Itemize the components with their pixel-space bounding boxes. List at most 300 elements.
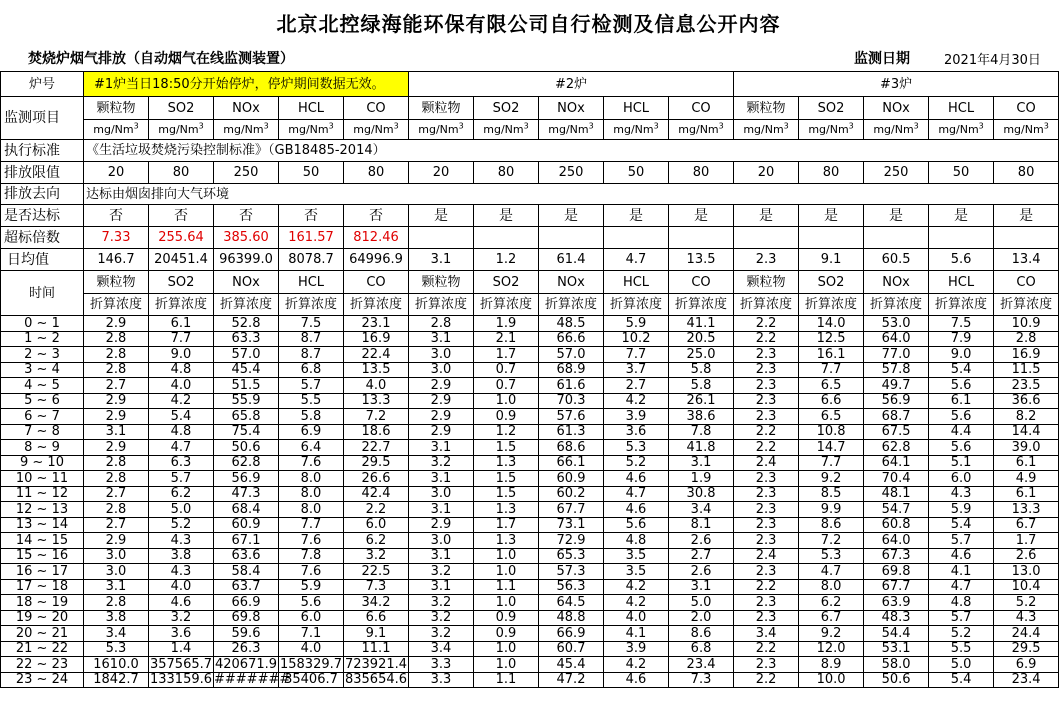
hour-value: 4.7 <box>929 579 994 595</box>
hour-value: 1.1 <box>474 672 539 688</box>
hour-range: 8 ~ 9 <box>1 440 84 456</box>
hour-value: 1.0 <box>474 641 539 657</box>
item-name: HCL <box>604 97 669 120</box>
unit-text: mg/Nm <box>223 123 264 136</box>
hour-value: 8.0 <box>799 579 864 595</box>
table-row <box>1 564 1059 580</box>
exceed-value: 7.33 <box>84 227 149 249</box>
hour-value: 3.1 <box>84 579 149 595</box>
compliant-value: 是 <box>799 205 864 227</box>
hour-value: 3.8 <box>149 548 214 564</box>
page-title: 北京北控绿海能环保有限公司自行检测及信息公开内容 <box>276 12 781 36</box>
hour-value: 60.9 <box>539 471 604 487</box>
hour-value: 16.9 <box>994 347 1059 363</box>
hour-value: 3.6 <box>604 424 669 440</box>
hour-value: 7.2 <box>344 409 409 425</box>
hour-value: 22.7 <box>344 440 409 456</box>
destination-label: 排放去向 <box>1 184 84 205</box>
limit-value: 80 <box>149 162 214 184</box>
daily-avg-value: 146.7 <box>84 249 149 271</box>
hour-value: 1.7 <box>994 533 1059 549</box>
daily-avg-value: 61.4 <box>539 249 604 271</box>
hour-value: 7.5 <box>279 316 344 332</box>
hour-value: 8.7 <box>279 331 344 347</box>
hour-value: 5.2 <box>149 517 214 533</box>
hour-value: 29.5 <box>994 641 1059 657</box>
hour-value: 57.3 <box>539 564 604 580</box>
exceed-empty <box>669 227 734 249</box>
hour-value: 2.7 <box>84 378 149 394</box>
unit-superscript: 3 <box>588 121 594 131</box>
hour-value: 3.0 <box>409 486 474 502</box>
hour-value: 5.6 <box>929 440 994 456</box>
hour-range: 12 ~ 13 <box>1 502 84 518</box>
hour-value: 2.7 <box>84 486 149 502</box>
conc-label: 折算浓度 <box>734 294 799 316</box>
hour-value: 10.9 <box>994 316 1059 332</box>
unit-text: mg/Nm <box>353 123 394 136</box>
hour-value: 10.8 <box>799 424 864 440</box>
hour-value: 3.2 <box>409 626 474 642</box>
hour-value: 54.7 <box>864 502 929 518</box>
table-row <box>1 393 1059 409</box>
hour-value: 13.0 <box>994 564 1059 580</box>
hour-value: 18.6 <box>344 424 409 440</box>
hour-value: 60.9 <box>214 517 279 533</box>
units-row <box>1 120 1059 140</box>
exceed-value: 255.64 <box>149 227 214 249</box>
hour-value: 9.0 <box>929 347 994 363</box>
hour-value: 23.4 <box>994 672 1059 688</box>
hour-value: 7.6 <box>279 564 344 580</box>
hour-range: 15 ~ 16 <box>1 548 84 564</box>
hour-value: 5.0 <box>149 502 214 518</box>
hour-value: 7.6 <box>279 533 344 549</box>
time-header-item: 颗粒物 <box>734 271 799 294</box>
hour-value: 6.7 <box>994 517 1059 533</box>
table-row <box>1 610 1059 626</box>
item-name: 颗粒物 <box>734 97 799 120</box>
item-unit <box>929 120 994 140</box>
hour-value: 7.7 <box>604 347 669 363</box>
hour-value: 4.0 <box>279 641 344 657</box>
hour-value: 52.8 <box>214 316 279 332</box>
hour-value: 45.4 <box>539 657 604 673</box>
hour-value: 53.0 <box>864 316 929 332</box>
hour-value: 2.2 <box>734 440 799 456</box>
hour-value: 1.3 <box>474 502 539 518</box>
item-unit <box>864 120 929 140</box>
conc-label: 折算浓度 <box>604 294 669 316</box>
compliant-value: 否 <box>84 205 149 227</box>
hour-range: 14 ~ 15 <box>1 533 84 549</box>
hour-value: 5.5 <box>279 393 344 409</box>
hour-range: 10 ~ 11 <box>1 471 84 487</box>
table-row <box>1 331 1059 347</box>
hour-value: 68.9 <box>539 362 604 378</box>
hour-value: 3.0 <box>409 347 474 363</box>
exceed-empty <box>929 227 994 249</box>
hour-value: 4.8 <box>149 424 214 440</box>
hour-value: 3.7 <box>604 362 669 378</box>
time-header-item: HCL <box>279 271 344 294</box>
hour-value: 35406.7 <box>279 672 344 688</box>
standard-value: 《生活垃圾焚烧污染控制标准》（GB18485-2014） <box>84 140 1059 162</box>
hour-value: 2.7 <box>669 548 734 564</box>
hour-value: 5.9 <box>279 579 344 595</box>
hour-value: 5.6 <box>929 409 994 425</box>
hour-value: 4.3 <box>149 564 214 580</box>
conc-label: 折算浓度 <box>149 294 214 316</box>
furnace-label: 炉号 <box>1 72 84 97</box>
hour-value: 9.2 <box>799 471 864 487</box>
hour-value: 2.3 <box>734 610 799 626</box>
compliant-value: 是 <box>929 205 994 227</box>
hour-value: 2.3 <box>734 564 799 580</box>
daily-avg-value: 20451.4 <box>149 249 214 271</box>
hour-value: 55.9 <box>214 393 279 409</box>
hour-range: 23 ~ 24 <box>1 672 84 688</box>
compliant-value: 是 <box>669 205 734 227</box>
hour-value: 7.8 <box>669 424 734 440</box>
furnace-row <box>1 72 1059 97</box>
hour-value: 3.3 <box>409 672 474 688</box>
hour-value: 7.7 <box>799 455 864 471</box>
hour-value: 4.4 <box>929 424 994 440</box>
hour-value: 1.0 <box>474 595 539 611</box>
hour-value: 2.8 <box>84 331 149 347</box>
table-row <box>1 626 1059 642</box>
table-row <box>1 486 1059 502</box>
hour-value: 133159.6 <box>149 672 213 688</box>
hour-value: 39.0 <box>994 440 1059 456</box>
conc-label: 折算浓度 <box>214 294 279 316</box>
limit-value: 80 <box>669 162 734 184</box>
unit-text: mg/Nm <box>548 123 589 136</box>
hour-value: 56.9 <box>864 393 929 409</box>
hour-value: 3.1 <box>669 455 734 471</box>
item-unit <box>149 120 214 140</box>
hour-value: 6.0 <box>344 517 409 533</box>
daily-avg-value: 1.2 <box>474 249 539 271</box>
hour-value: 4.2 <box>149 393 214 409</box>
hour-value: 23.4 <box>669 657 734 673</box>
hour-value: 7.2 <box>799 533 864 549</box>
exceed-empty <box>604 227 669 249</box>
hour-value: 59.6 <box>214 626 279 642</box>
hour-value: ####### <box>214 672 291 688</box>
hour-value: 50.6 <box>864 672 929 688</box>
item-name: HCL <box>279 97 344 120</box>
item-unit <box>344 120 409 140</box>
conc-label: 折算浓度 <box>344 294 409 316</box>
hour-value: 63.3 <box>214 331 279 347</box>
hour-value: 2.3 <box>734 486 799 502</box>
hour-value: 30.8 <box>669 486 734 502</box>
hour-value: 65.3 <box>539 548 604 564</box>
hour-value: 38.6 <box>669 409 734 425</box>
hour-value: 2.3 <box>734 409 799 425</box>
hour-value: 22.4 <box>344 347 409 363</box>
item-name: NOx <box>864 97 929 120</box>
hour-value: 2.3 <box>734 393 799 409</box>
unit-superscript: 3 <box>133 121 139 131</box>
compliant-value: 是 <box>409 205 474 227</box>
hour-value: 2.9 <box>84 409 149 425</box>
hour-value: 5.5 <box>929 641 994 657</box>
table-row <box>1 595 1059 611</box>
limit-value: 80 <box>474 162 539 184</box>
hour-value: 23.5 <box>994 378 1059 394</box>
exceed-empty <box>864 227 929 249</box>
hour-value: 3.1 <box>409 579 474 595</box>
hour-value: 7.5 <box>929 316 994 332</box>
hour-value: 2.2 <box>734 331 799 347</box>
hour-value: 66.6 <box>539 331 604 347</box>
compliant-value: 否 <box>149 205 214 227</box>
hour-value: 4.8 <box>604 533 669 549</box>
hour-value: 6.1 <box>149 316 214 332</box>
compliant-label: 是否达标 <box>1 205 84 227</box>
hour-value: 60.7 <box>539 641 604 657</box>
hour-value: 1.0 <box>474 657 539 673</box>
unit-text: mg/Nm <box>93 123 134 136</box>
hour-value: 5.0 <box>929 657 994 673</box>
hour-range: 7 ~ 8 <box>1 424 84 440</box>
hour-value: 5.0 <box>669 595 734 611</box>
hour-value: 48.3 <box>864 610 929 626</box>
hour-value: 47.2 <box>539 672 604 688</box>
hour-value: 0.9 <box>474 626 539 642</box>
hour-value: 4.1 <box>929 564 994 580</box>
hour-value: 1.0 <box>474 393 539 409</box>
hour-value: 6.0 <box>279 610 344 626</box>
hour-value: 2.7 <box>84 517 149 533</box>
hour-value: 70.3 <box>539 393 604 409</box>
hour-value: 73.1 <box>539 517 604 533</box>
daily-avg-value: 3.1 <box>409 249 474 271</box>
hour-value: 8.0 <box>279 502 344 518</box>
hour-value: 2.8 <box>84 455 149 471</box>
hour-value: 7.7 <box>149 331 214 347</box>
hour-value: 7.1 <box>279 626 344 642</box>
hour-value: 14.4 <box>994 424 1059 440</box>
hour-value: 5.6 <box>604 517 669 533</box>
hour-value: 29.5 <box>344 455 409 471</box>
hour-value: 6.9 <box>279 424 344 440</box>
item-unit <box>409 120 474 140</box>
item-unit <box>474 120 539 140</box>
limit-value: 20 <box>734 162 799 184</box>
hour-value: 64.5 <box>539 595 604 611</box>
hour-value: 3.0 <box>409 362 474 378</box>
hour-value: 4.0 <box>149 579 214 595</box>
hour-value: 5.2 <box>929 626 994 642</box>
hour-value: 69.8 <box>864 564 929 580</box>
hour-range: 21 ~ 22 <box>1 641 84 657</box>
item-unit <box>799 120 864 140</box>
hour-value: 4.7 <box>799 564 864 580</box>
item-unit <box>734 120 799 140</box>
hour-value: 1610.0 <box>84 657 149 673</box>
hour-value: 2.9 <box>409 378 474 394</box>
hour-value: 24.4 <box>994 626 1059 642</box>
hour-value: 4.8 <box>929 595 994 611</box>
compliant-value: 是 <box>539 205 604 227</box>
hour-range: 3 ~ 4 <box>1 362 84 378</box>
conc-label: 折算浓度 <box>474 294 539 316</box>
unit-superscript: 3 <box>393 121 399 131</box>
hour-value: 5.4 <box>929 672 994 688</box>
unit-text: mg/Nm <box>483 123 524 136</box>
compliant-value: 否 <box>214 205 279 227</box>
hour-value: 60.2 <box>539 486 604 502</box>
hour-value: 5.7 <box>149 471 214 487</box>
hour-value: 2.2 <box>734 641 799 657</box>
hour-value: 5.6 <box>929 378 994 394</box>
hour-value: 7.9 <box>929 331 994 347</box>
item-name: CO <box>994 97 1059 120</box>
hour-value: 0.7 <box>474 362 539 378</box>
hour-range: 5 ~ 6 <box>1 393 84 409</box>
daily-avg-value: 9.1 <box>799 249 864 271</box>
hour-value: 57.6 <box>539 409 604 425</box>
hour-value: 1.3 <box>474 455 539 471</box>
hour-value: 2.3 <box>734 378 799 394</box>
hour-value: 63.9 <box>864 595 929 611</box>
hour-value: 1.7 <box>474 347 539 363</box>
item-name: HCL <box>929 97 994 120</box>
hour-value: 4.0 <box>604 610 669 626</box>
hour-value: 2.3 <box>734 533 799 549</box>
conc-label: 折算浓度 <box>279 294 344 316</box>
hour-value: 7.3 <box>344 579 409 595</box>
hour-value: 5.3 <box>84 641 149 657</box>
hour-value: 6.1 <box>929 393 994 409</box>
hour-value: 2.2 <box>344 502 409 518</box>
time-header-item: SO2 <box>799 271 864 294</box>
item-name: 颗粒物 <box>84 97 149 120</box>
hour-value: 6.5 <box>799 409 864 425</box>
item-name: SO2 <box>474 97 539 120</box>
hour-value: 2.9 <box>409 517 474 533</box>
limit-value: 20 <box>84 162 149 184</box>
hour-value: 4.3 <box>149 533 214 549</box>
hour-value: 835654.6 <box>344 672 408 688</box>
destination-value: 达标由烟囱排向大气环境 <box>84 184 1059 205</box>
hour-value: 64.0 <box>864 533 929 549</box>
hour-value: 5.9 <box>604 316 669 332</box>
hour-value: 1.5 <box>474 471 539 487</box>
hour-value: 2.2 <box>734 672 799 688</box>
hour-value: 3.9 <box>604 409 669 425</box>
hour-value: 3.4 <box>84 626 149 642</box>
hour-value: 16.9 <box>344 331 409 347</box>
hour-value: 26.6 <box>344 471 409 487</box>
conc-label: 折算浓度 <box>409 294 474 316</box>
furnace1-note: #1炉当日18:50分开始停炉，停炉期间数据无效。 <box>84 72 409 97</box>
time-header-item: 颗粒物 <box>84 271 149 294</box>
hour-value: 2.3 <box>734 347 799 363</box>
unit-superscript: 3 <box>718 121 724 131</box>
hour-value: 12.0 <box>799 641 864 657</box>
hour-value: 20.5 <box>669 331 734 347</box>
hour-range: 16 ~ 17 <box>1 564 84 580</box>
hour-value: 3.2 <box>409 455 474 471</box>
hour-value: 66.1 <box>539 455 604 471</box>
hour-value: 48.5 <box>539 316 604 332</box>
hour-value: 3.0 <box>84 564 149 580</box>
hour-value: 58.0 <box>864 657 929 673</box>
table-row <box>1 440 1059 456</box>
hour-value: 8.6 <box>669 626 734 642</box>
hour-value: 5.3 <box>799 548 864 564</box>
table-row <box>1 424 1059 440</box>
hour-value: 3.2 <box>409 595 474 611</box>
daily-avg-row <box>1 249 1059 271</box>
hour-value: 4.6 <box>929 548 994 564</box>
hour-value: 70.4 <box>864 471 929 487</box>
emission-table <box>0 71 1059 688</box>
hour-value: 2.3 <box>734 471 799 487</box>
item-unit <box>669 120 734 140</box>
hour-value: 57.0 <box>214 347 279 363</box>
hour-value: 67.7 <box>539 502 604 518</box>
hour-value: 3.1 <box>409 471 474 487</box>
time-header-item: NOx <box>539 271 604 294</box>
hour-value: 6.2 <box>799 595 864 611</box>
hour-value: 2.2 <box>734 424 799 440</box>
hour-value: 11.5 <box>994 362 1059 378</box>
hour-value: 0.9 <box>474 610 539 626</box>
hour-value: 6.8 <box>279 362 344 378</box>
daily-avg-value: 4.7 <box>604 249 669 271</box>
conc-label: 折算浓度 <box>929 294 994 316</box>
hour-value: 2.6 <box>669 564 734 580</box>
hour-value: 72.9 <box>539 533 604 549</box>
hour-value: 50.6 <box>214 440 279 456</box>
hour-range: 0 ~ 1 <box>1 316 84 332</box>
limit-value: 80 <box>344 162 409 184</box>
hour-value: 5.9 <box>929 502 994 518</box>
hour-value: 2.4 <box>734 455 799 471</box>
hour-value: 6.1 <box>994 486 1059 502</box>
time-header-item: SO2 <box>149 271 214 294</box>
hour-value: 51.5 <box>214 378 279 394</box>
hour-value: 3.1 <box>409 502 474 518</box>
table-row <box>1 502 1059 518</box>
hour-value: 6.3 <box>149 455 214 471</box>
hour-value: 2.9 <box>84 440 149 456</box>
hour-value: 1.0 <box>474 564 539 580</box>
hour-value: 25.0 <box>669 347 734 363</box>
hour-value: 3.3 <box>409 657 474 673</box>
hour-value: 13.3 <box>344 393 409 409</box>
hour-value: 420671.9 <box>214 656 278 672</box>
unit-superscript: 3 <box>978 121 984 131</box>
compliant-value: 否 <box>279 205 344 227</box>
table-row <box>1 455 1059 471</box>
hour-value: 13.5 <box>344 362 409 378</box>
hour-value: 2.8 <box>84 362 149 378</box>
daily-avg-value: 5.6 <box>929 249 994 271</box>
hour-value: 4.6 <box>604 502 669 518</box>
hour-value: 8.7 <box>279 347 344 363</box>
hour-range: 2 ~ 3 <box>1 347 84 363</box>
limit-value: 250 <box>864 162 929 184</box>
table-row <box>1 533 1059 549</box>
hour-value: 1.4 <box>149 641 214 657</box>
